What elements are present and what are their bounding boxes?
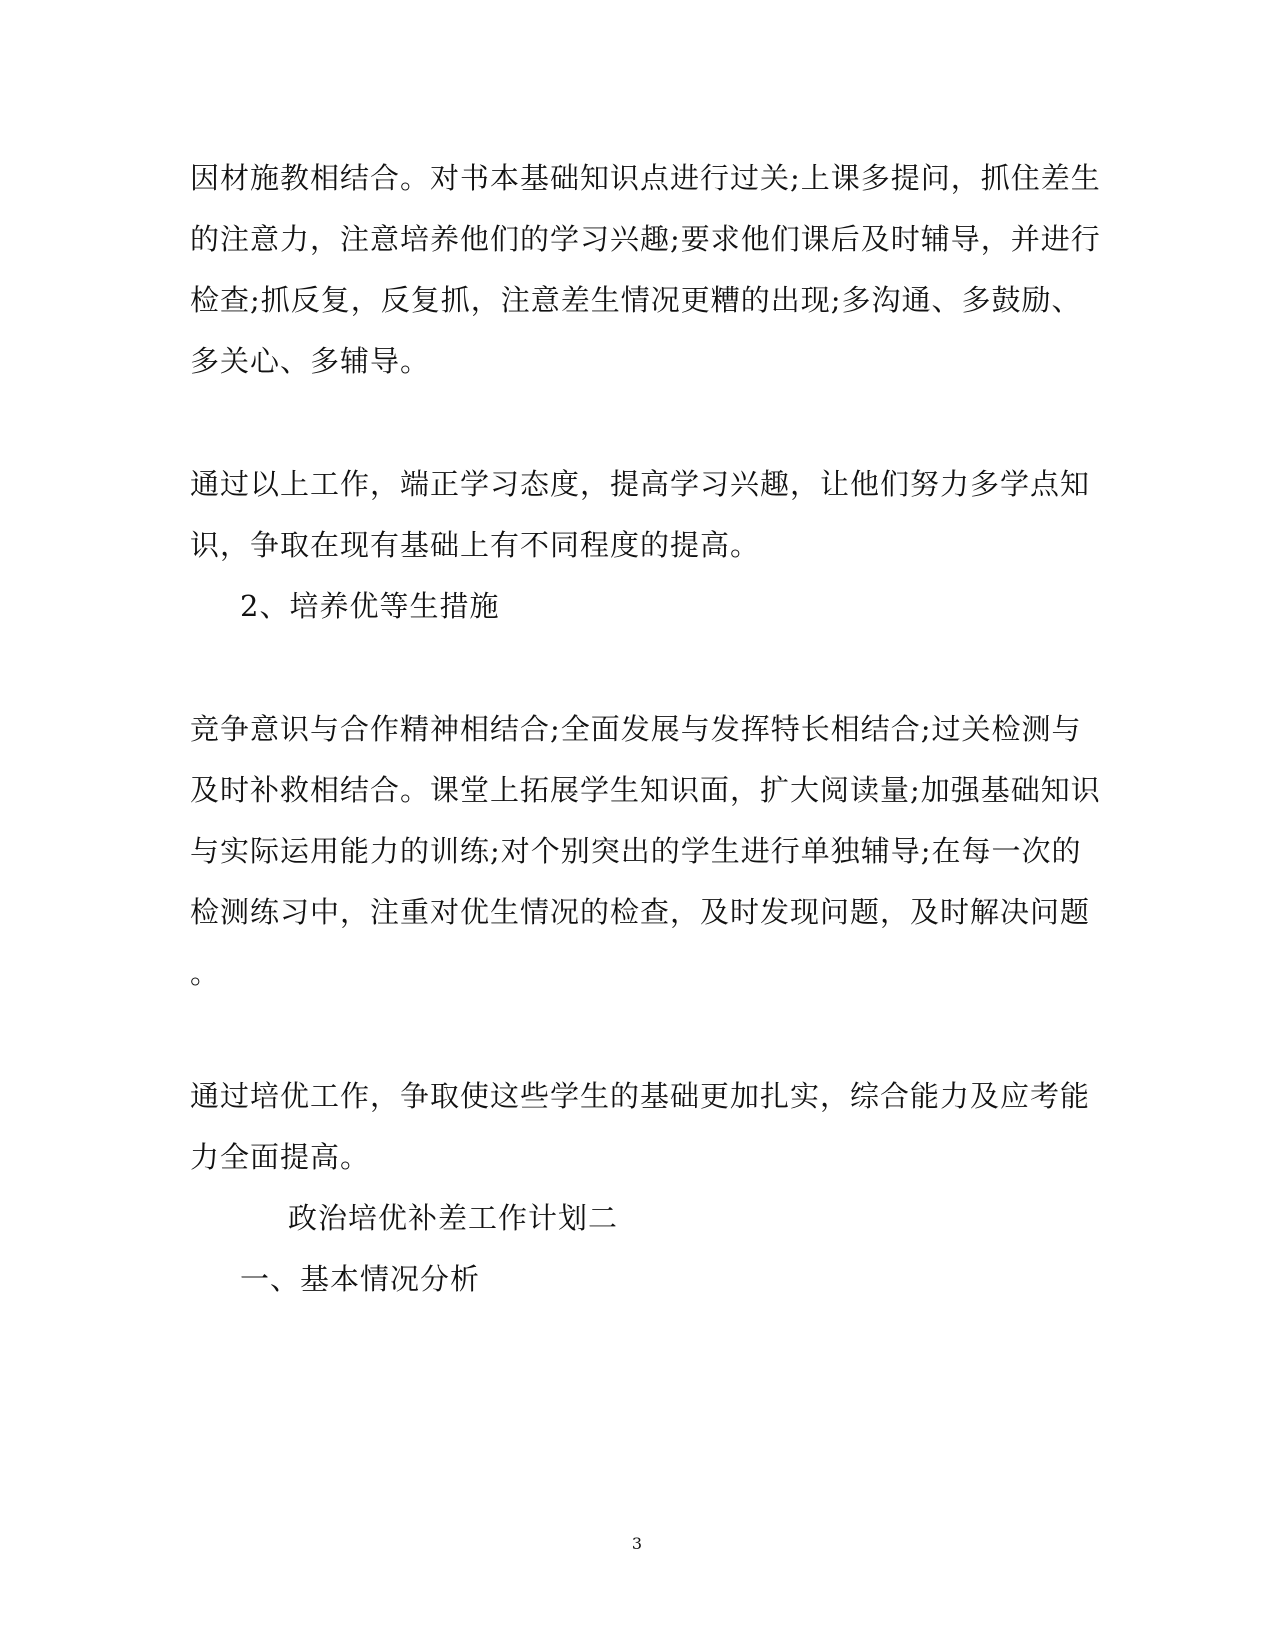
page-number: 3 <box>631 1534 643 1553</box>
text-line: 与实际运用能力的训练;对个别突出的学生进行单独辅导;在每一次的 <box>190 834 1082 868</box>
section-heading: 一、基本情况分析 <box>240 1262 481 1296</box>
text-line: 通过培优工作，争取使这些学生的基础更加扎实，综合能力及应考能 <box>190 1079 1091 1113</box>
text-line: 的注意力，注意培养他们的学习兴趣;要求他们课后及时辅导，并进行 <box>190 222 1101 256</box>
text-line: 因材施教相结合。对书本基础知识点进行过关;上课多提问，抓住差生 <box>190 161 1101 195</box>
text-line: 检查;抓反复，反复抓，注意差生情况更糟的出现;多沟通、多鼓励、 <box>190 283 1082 317</box>
text-line: 识，争取在现有基础上有不同程度的提高。 <box>190 528 761 562</box>
text-line: 多关心、多辅导。 <box>190 344 431 378</box>
section-heading: 2、培养优等生措施 <box>240 589 500 623</box>
text-line: 力全面提高。 <box>190 1140 371 1174</box>
text-line: 。 <box>190 956 221 990</box>
text-line: 竞争意识与合作精神相结合;全面发展与发挥特长相结合;过关检测与 <box>190 712 1082 746</box>
text-line: 通过以上工作，端正学习态度，提高学习兴趣，让他们努力多学点知 <box>190 467 1091 501</box>
plan-title: 政治培优补差工作计划二 <box>288 1201 619 1235</box>
text-line: 及时补救相结合。课堂上拓展学生知识面，扩大阅读量;加强基础知识 <box>190 773 1101 807</box>
text-line: 检测练习中，注重对优生情况的检查，及时发现问题，及时解决问题 <box>190 895 1091 929</box>
